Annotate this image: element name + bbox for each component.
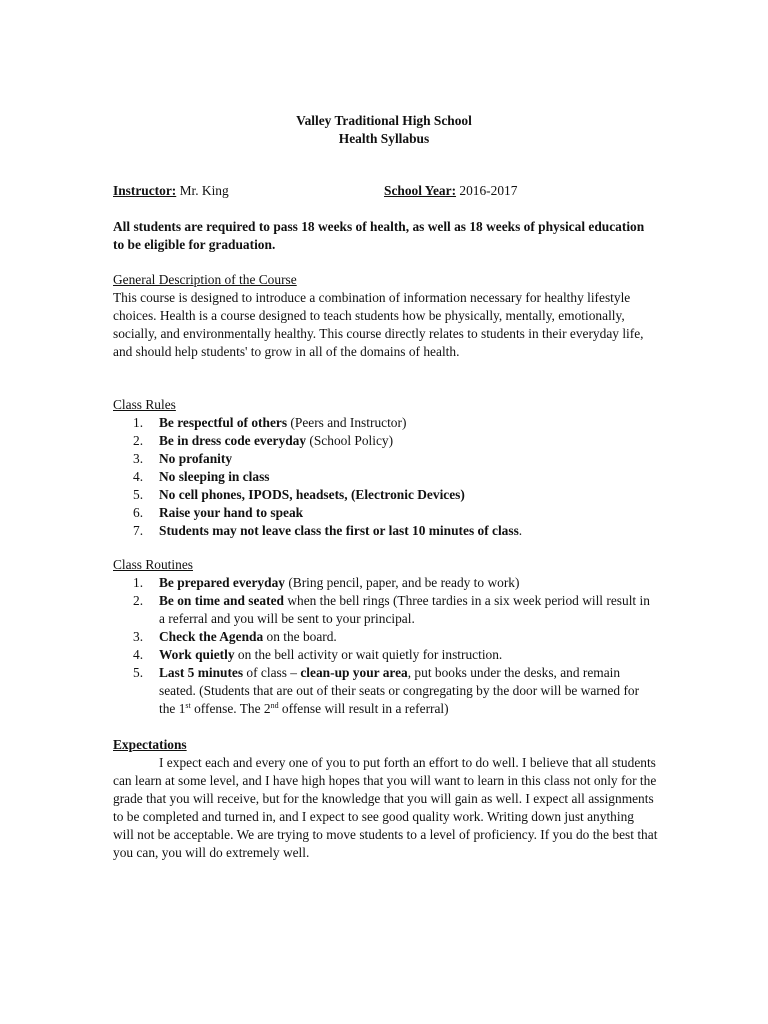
class-routines-section bbox=[113, 556, 658, 718]
school-year-label: School Year: bbox=[384, 183, 457, 198]
class-routines-heading: Class Routines bbox=[113, 557, 193, 572]
general-description-text: This course is designed to introduce a combination of information necessary for healthy lifestyle choices. Health is a course designed to teach students how be physically, mentally, emotionally, socially, and environmentally healthy. This course directly relates to students in their everyday life, and should help students' to grow in all of the domains of health. bbox=[113, 290, 644, 359]
document-title: Health Syllabus bbox=[338, 131, 430, 146]
school-name: Valley Traditional High School bbox=[296, 113, 472, 128]
list-item: 5. Last 5 minutes of class – clean-up your area, put books under the desks, and remain seated. (Students that are out of their seats or congregating by the door will be warned for the 1st offense. The 2nd offense will result in a referral) bbox=[133, 665, 640, 716]
list-item: 6. Raise your hand to speak bbox=[133, 505, 304, 520]
list-item: 5. No cell phones, IPODS, headsets, (Electronic Devices) bbox=[133, 487, 465, 502]
document-title-block bbox=[0, 112, 768, 148]
school-year-value: 2016-2017 bbox=[459, 183, 518, 198]
graduation-requirement: All students are required to pass 18 weeks of health, as well as 18 weeks of physical education to be eligible for graduation. bbox=[113, 219, 645, 252]
instructor-name: Mr. King bbox=[179, 183, 229, 198]
list-item: 4. No sleeping in class bbox=[133, 469, 270, 484]
expectations-text: I expect each and every one of you to put forth an effort to do well. I believe that all students can learn at some level, and I have high hopes that you will want to learn in this class not only for the grade that you will receive, but for the knowledge that you will gain as well. I expect all assignments to be completed and turned in, and I expect to see good quality work. Writing down just anything will not be acceptable. We are trying to move students to a level of proficiency. If you do the best that you can, you will do extremely well. bbox=[113, 755, 658, 860]
list-item: 7. Students may not leave class the first or last 10 minutes of class. bbox=[133, 523, 523, 538]
list-item: 2. Be on time and seated when the bell rings (Three tardies in a six week period will result in a referral and you will be sent to your principal. bbox=[133, 593, 650, 626]
list-item: 3. Check the Agenda on the board. bbox=[133, 629, 337, 644]
instructor-line bbox=[113, 182, 673, 200]
class-rules-heading: Class Rules bbox=[113, 397, 176, 412]
list-item: 2. Be in dress code everyday (School Policy) bbox=[133, 433, 394, 448]
class-rules-list bbox=[113, 414, 658, 540]
expectations-section bbox=[113, 736, 658, 862]
list-item: 1. Be prepared everyday (Bring pencil, paper, and be ready to work) bbox=[133, 575, 520, 590]
instructor-label: Instructor: bbox=[113, 183, 177, 198]
class-routines-list bbox=[113, 574, 658, 718]
list-item: 3. No profanity bbox=[133, 451, 233, 466]
school-year-field bbox=[384, 182, 517, 200]
list-item: 4. Work quietly on the bell activity or wait quietly for instruction. bbox=[133, 647, 503, 662]
list-item: 1. Be respectful of others (Peers and Instructor) bbox=[133, 415, 407, 430]
class-rules-section bbox=[113, 396, 658, 540]
general-description-heading: General Description of the Course bbox=[113, 272, 297, 287]
expectations-heading: Expectations bbox=[113, 737, 187, 752]
general-description-section bbox=[113, 271, 658, 361]
instructor-field bbox=[113, 182, 229, 200]
